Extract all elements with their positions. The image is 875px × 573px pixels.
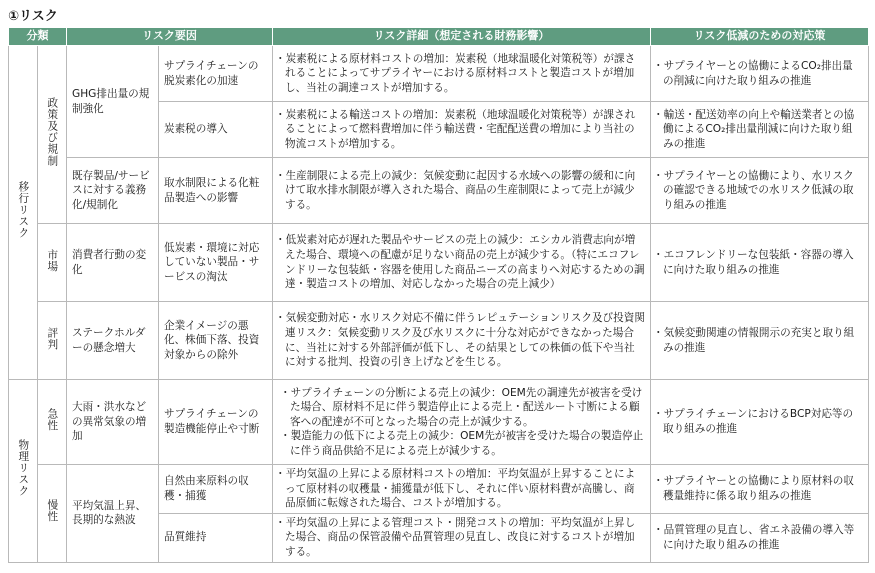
risk-detail: ・低炭素対応が遅れた製品やサービスの売上の減少：エシカル消費志向が増えた場合、環境への配慮が足りない商品の売上が減少する。（特にエコフレンドリーな包装紙・容器を使用した商品ニーズの高まりへ対応するための調達・製造コストの増加、対応しなかった場合の売上減少） xyxy=(273,224,651,302)
risk-detail-item: ・製造能力の低下による売上の減少：OEM先が被害を受けた場合の製造停止に伴う商品供給不足による売上が減少する。 xyxy=(280,430,644,457)
sub-factor: 品質維持 xyxy=(159,513,273,562)
group-chronic: 慢性 xyxy=(38,465,67,563)
table-row xyxy=(9,46,869,102)
risk-response: ・サプライチェーンにおけるBCP対応等の取り組みの推進 xyxy=(651,380,869,465)
risk-detail: ・炭素税による輸送コストの増加：炭素税（地球温暖化対策税等）が課されることによって燃料費増加に伴う輸送費・宅配配送費の増加により当社の物流コストが増加する。 xyxy=(273,102,651,158)
table-row xyxy=(9,158,869,224)
factor-existing: 既存製品/サービスに対する義務化/規制化 xyxy=(67,158,159,224)
risk-detail xyxy=(273,380,651,465)
risk-detail: ・平均気温の上昇による原材料コストの増加：平均気温が上昇することによって原材料の収穫量・捕獲量が低下し、それに伴い原材料費が高騰し、商品原価に転嫁された場合、コストが増加する。 xyxy=(273,465,651,514)
factor-ghg: GHG排出量の規制強化 xyxy=(67,46,159,158)
sub-factor: 取水制限による化粧品製造への影響 xyxy=(159,158,273,224)
group-policy: 政策及び規制 xyxy=(38,46,67,224)
table-row xyxy=(9,380,869,465)
risk-response: ・サプライヤーとの協働により原材料の収穫量維持に係る取り組みの推進 xyxy=(651,465,869,514)
risk-response: ・サプライヤーとの協働によるCO₂排出量の削減に向けた取り組みの推進 xyxy=(651,46,869,102)
page-title: ①リスク xyxy=(8,9,58,24)
sub-factor: 低炭素・環境に対応していない製品・サービスの淘汰 xyxy=(159,224,273,302)
group-acute: 急性 xyxy=(38,380,67,465)
factor-stakeholder: ステークホルダーの懸念増大 xyxy=(67,302,159,380)
sub-factor: サプライチェーンの製造機能停止や寸断 xyxy=(159,380,273,465)
sub-factor: 炭素税の導入 xyxy=(159,102,273,158)
group-reputation: 評判 xyxy=(38,302,67,380)
factor-consumer: 消費者行動の変化 xyxy=(67,224,159,302)
risk-table xyxy=(8,27,869,563)
group-transition: 移行リスク xyxy=(9,46,38,380)
table-row xyxy=(9,302,869,380)
risk-response: ・輸送・配送効率の向上や輸送業者との協働によるCO₂排出量削減に向けた取り組みの推進 xyxy=(651,102,869,158)
risk-detail: ・生産制限による売上の減少：気候変動に起因する水域への影響の緩和に向けて取水排水制限が導入された場合、商品の生産制限によって売上が減少する。 xyxy=(273,158,651,224)
risk-response: ・品質管理の見直し、省エネ設備の導入等に向けた取り組みの推進 xyxy=(651,513,869,562)
group-physical: 物理リスク xyxy=(9,380,38,563)
risk-response: ・エコフレンドリーな包装紙・容器の導入に向けた取り組みの推進 xyxy=(651,224,869,302)
risk-detail: ・平均気温の上昇による管理コスト・開発コストの増加：平均気温が上昇した場合、商品の保管設備や品質管理の見直し、改良に対するコストが増加する。 xyxy=(273,513,651,562)
header-response: リスク低減のための対応策 xyxy=(651,28,869,46)
sub-factor: 企業イメージの悪化、株価下落、投資対象からの除外 xyxy=(159,302,273,380)
risk-detail: ・気候変動対応・水リスク対応不備に伴うレピュテーションリスク及び投資関連リスク：気候変動リスク及び水リスクに十分な対応ができなかった場合に、当社に対する外部評価が低下し、その結果としての株価の低下や当社に対する批判、投資の引き上げなどを生じる。 xyxy=(273,302,651,380)
sub-factor: サプライチェーンの脱炭素化の加速 xyxy=(159,46,273,102)
table-row xyxy=(9,224,869,302)
group-market: 市場 xyxy=(38,224,67,302)
factor-temperature: 平均気温上昇、長期的な熱波 xyxy=(67,465,159,563)
header-factor: リスク要因 xyxy=(67,28,273,46)
table-row xyxy=(9,465,869,514)
sub-factor: 自然由来原料の収穫・捕獲 xyxy=(159,465,273,514)
risk-response: ・サプライヤーとの協働により、水リスクの確認できる地域での水リスク低減の取り組みの推進 xyxy=(651,158,869,224)
risk-detail-item: ・サプライチェーンの分断による売上の減少：OEM先の調達先が被害を受けた場合、原材料不足に伴う製造停止による売上・配送ルート寸断による顧客への配達が不可となった場合の売上が減少する。 xyxy=(280,386,643,428)
risk-detail: ・炭素税による原材料コストの増加：炭素税（地球温暖化対策税等）が課されることによってサプライヤーにおける原材料コストと製造コストが増加し、当社の調達コストが増加する。 xyxy=(273,46,651,102)
table-header-row xyxy=(9,28,869,46)
factor-disaster: 大雨・洪水などの異常気象の増加 xyxy=(67,380,159,465)
risk-response: ・気候変動関連の情報開示の充実と取り組みの推進 xyxy=(651,302,869,380)
header-detail: リスク詳細（想定される財務影響） xyxy=(273,28,651,46)
header-category: 分類 xyxy=(9,28,67,46)
